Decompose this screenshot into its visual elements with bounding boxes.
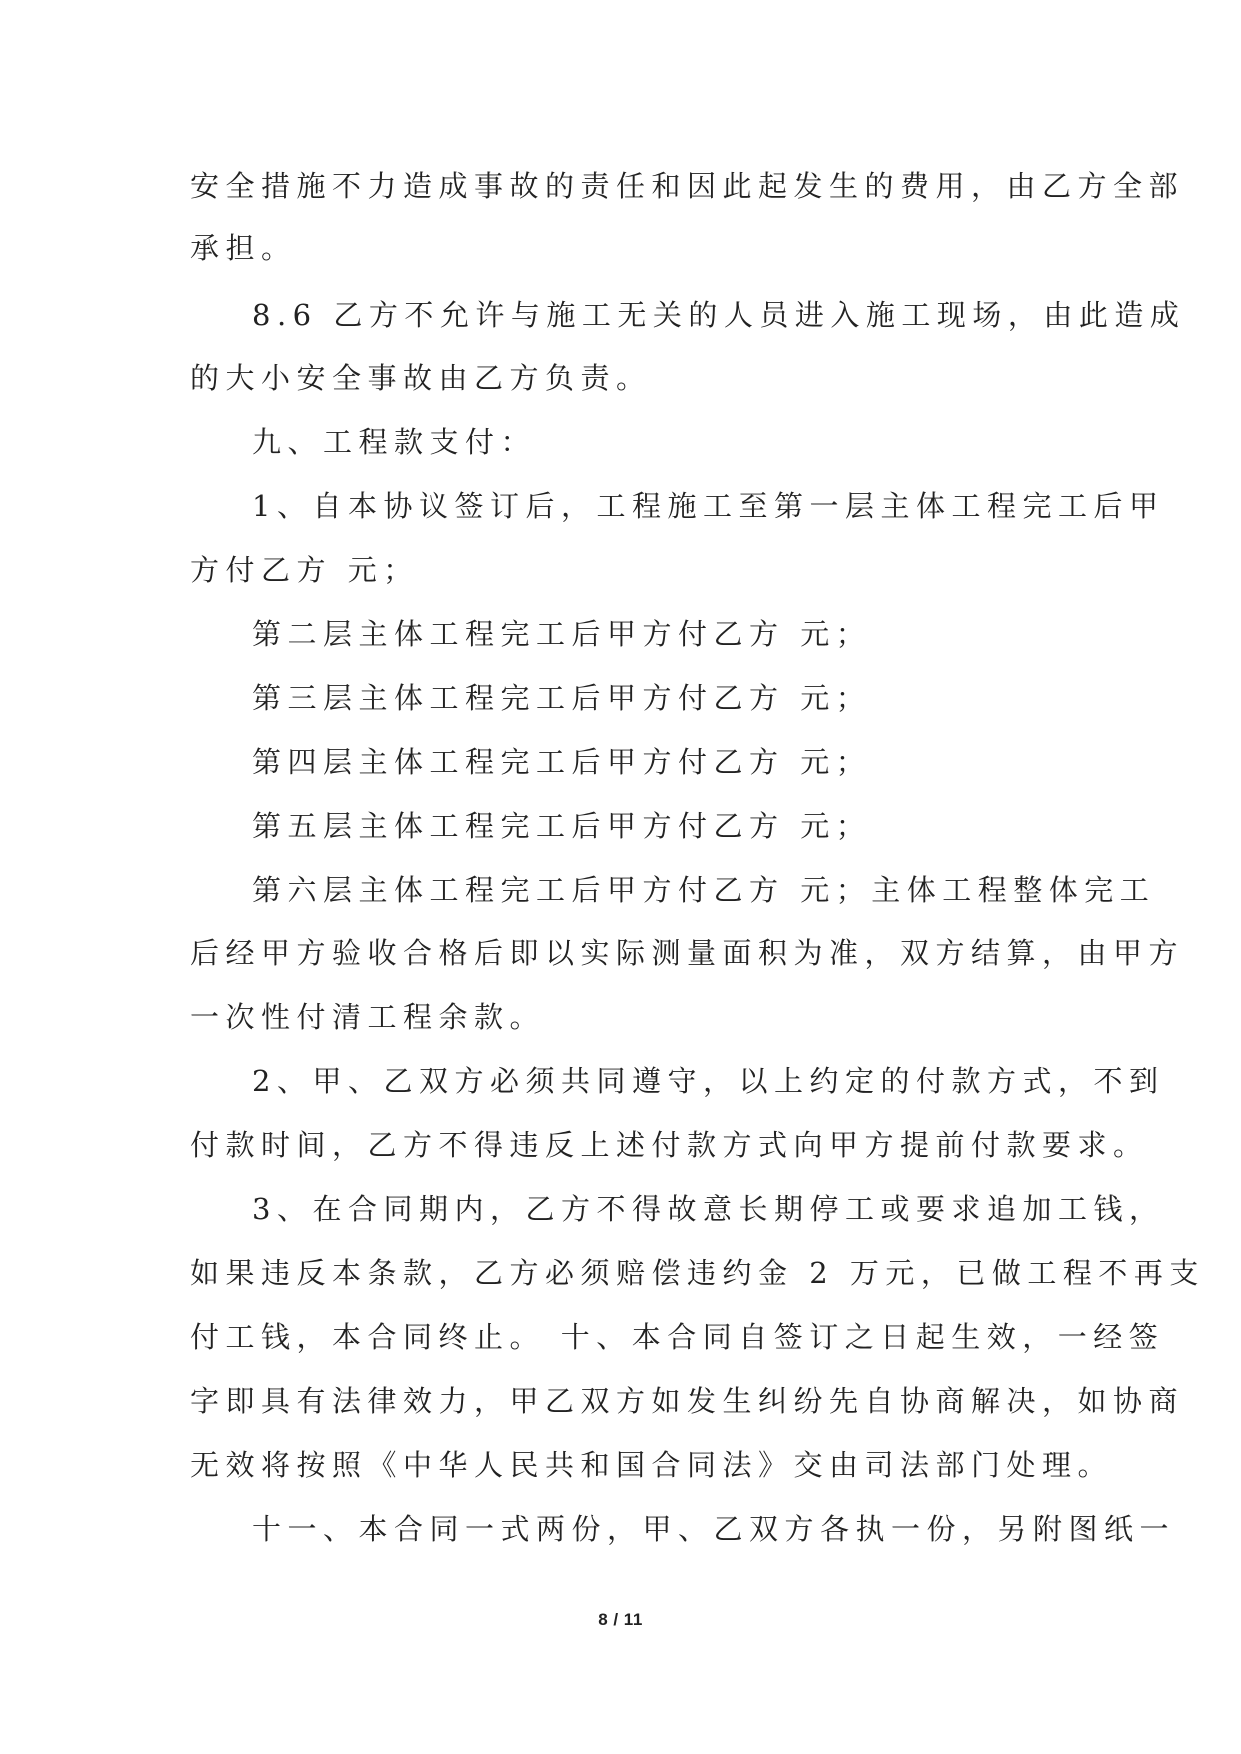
page-number: 8 / 11: [598, 1610, 643, 1629]
text-line: 8.6 乙方不允许与施工无关的人员进入施工现场，由此造成: [252, 298, 1186, 332]
text-line: 无效将按照《中华人民共和国合同法》交由司法部门处理。: [190, 1448, 1114, 1482]
text-line: 字即具有法律效力，甲乙双方如发生纠纷先自协商解决，如协商: [190, 1384, 1185, 1418]
section-heading: 九、工程款支付：: [252, 425, 537, 459]
text-line: 3、在合同期内，乙方不得故意长期停工或要求追加工钱，: [252, 1192, 1165, 1226]
text-line: 第四层主体工程完工后甲方付乙方 元；: [252, 745, 872, 779]
text-line: 第六层主体工程完工后甲方付乙方 元；主体工程整体完工: [252, 873, 1156, 907]
text-line: 一次性付清工程余款。: [190, 1000, 546, 1034]
text-line: 第五层主体工程完工后甲方付乙方 元；: [252, 809, 872, 843]
text-line: 如果违反本条款，乙方必须赔偿违约金 2 万元，已做工程不再支: [190, 1256, 1205, 1290]
text-line: 1、自本协议签订后，工程施工至第一层主体工程完工后甲: [252, 489, 1165, 523]
text-line: 方付乙方 元；: [190, 553, 419, 587]
text-line: 付工钱，本合同终止。 十、本合同自签订之日起生效，一经签: [190, 1320, 1165, 1354]
text-line: 安全措施不力造成事故的责任和因此起发生的费用，由乙方全部: [190, 169, 1185, 203]
text-line: 第三层主体工程完工后甲方付乙方 元；: [252, 681, 872, 715]
text-line: 十一、本合同一式两份，甲、乙双方各执一份，另附图纸一: [252, 1512, 1176, 1546]
text-line: 承担。: [190, 231, 297, 265]
text-line: 第二层主体工程完工后甲方付乙方 元；: [252, 617, 872, 651]
text-line: 后经甲方验收合格后即以实际测量面积为准，双方结算，由甲方: [190, 936, 1185, 970]
text-line: 2、甲、乙双方必须共同遵守，以上约定的付款方式，不到: [252, 1064, 1165, 1098]
text-line: 付款时间，乙方不得违反上述付款方式向甲方提前付款要求。: [190, 1128, 1149, 1162]
text-line: 的大小安全事故由乙方负责。: [190, 361, 652, 395]
